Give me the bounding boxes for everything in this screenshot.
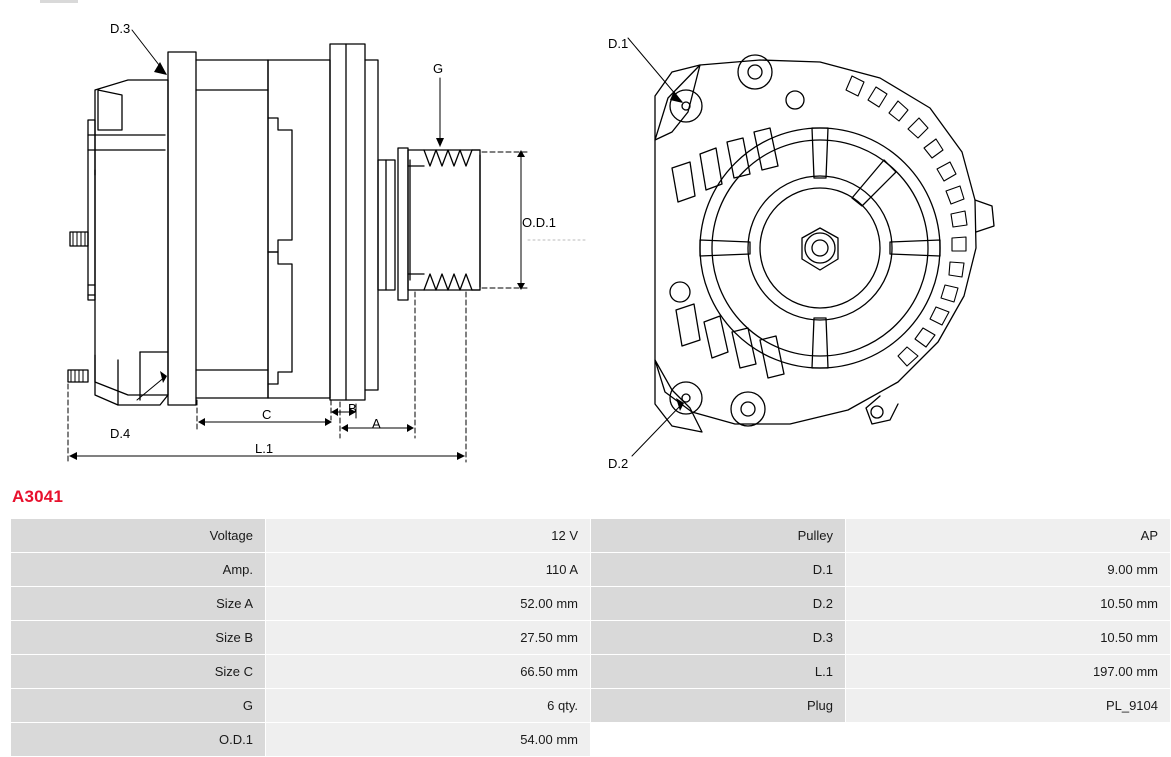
spec-value: 27.50 mm (266, 621, 591, 655)
label-a: A (372, 416, 381, 431)
label-od1: O.D.1 (522, 215, 556, 230)
spec-value: 6 qty. (266, 689, 591, 723)
spec-label: D.3 (591, 621, 846, 655)
label-d3: D.3 (110, 21, 131, 36)
table-row (11, 723, 1171, 757)
spec-label: Pulley (591, 519, 846, 553)
label-l1: L.1 (255, 441, 274, 456)
label-c: C (262, 407, 272, 422)
table-row (11, 621, 1171, 655)
specifications-table (10, 518, 1171, 757)
spec-value: 10.50 mm (846, 587, 1171, 621)
table-row (11, 553, 1171, 587)
spec-label: Size C (11, 655, 266, 689)
spec-empty-cell (591, 723, 846, 757)
spec-value: 110 A (266, 553, 591, 587)
spec-value: 9.00 mm (846, 553, 1171, 587)
spec-value: 10.50 mm (846, 621, 1171, 655)
spec-value: PL_9104 (846, 689, 1171, 723)
spec-label: Size B (11, 621, 266, 655)
spec-label: D.1 (591, 553, 846, 587)
spec-value: 52.00 mm (266, 587, 591, 621)
label-d4: D.4 (110, 426, 131, 441)
spec-label: O.D.1 (11, 723, 266, 757)
spec-value: 197.00 mm (846, 655, 1171, 689)
spec-value: AP (846, 519, 1171, 553)
spec-label: L.1 (591, 655, 846, 689)
label-b: B (348, 401, 357, 416)
label-d1: D.1 (608, 36, 629, 51)
label-d2: D.2 (608, 456, 629, 471)
table-row (11, 519, 1171, 553)
spec-empty-cell (846, 723, 1171, 757)
spec-label: G (11, 689, 266, 723)
spec-value: 66.50 mm (266, 655, 591, 689)
spec-label: Size A (11, 587, 266, 621)
part-number: A3041 (12, 487, 64, 506)
spec-value: 54.00 mm (266, 723, 591, 757)
spec-label: Voltage (11, 519, 266, 553)
table-row (11, 689, 1171, 723)
spec-label: Plug (591, 689, 846, 723)
spec-label: D.2 (591, 587, 846, 621)
table-row (11, 655, 1171, 689)
label-g: G (433, 61, 444, 76)
spec-value: 12 V (266, 519, 591, 553)
table-row (11, 587, 1171, 621)
spec-label: Amp. (11, 553, 266, 587)
